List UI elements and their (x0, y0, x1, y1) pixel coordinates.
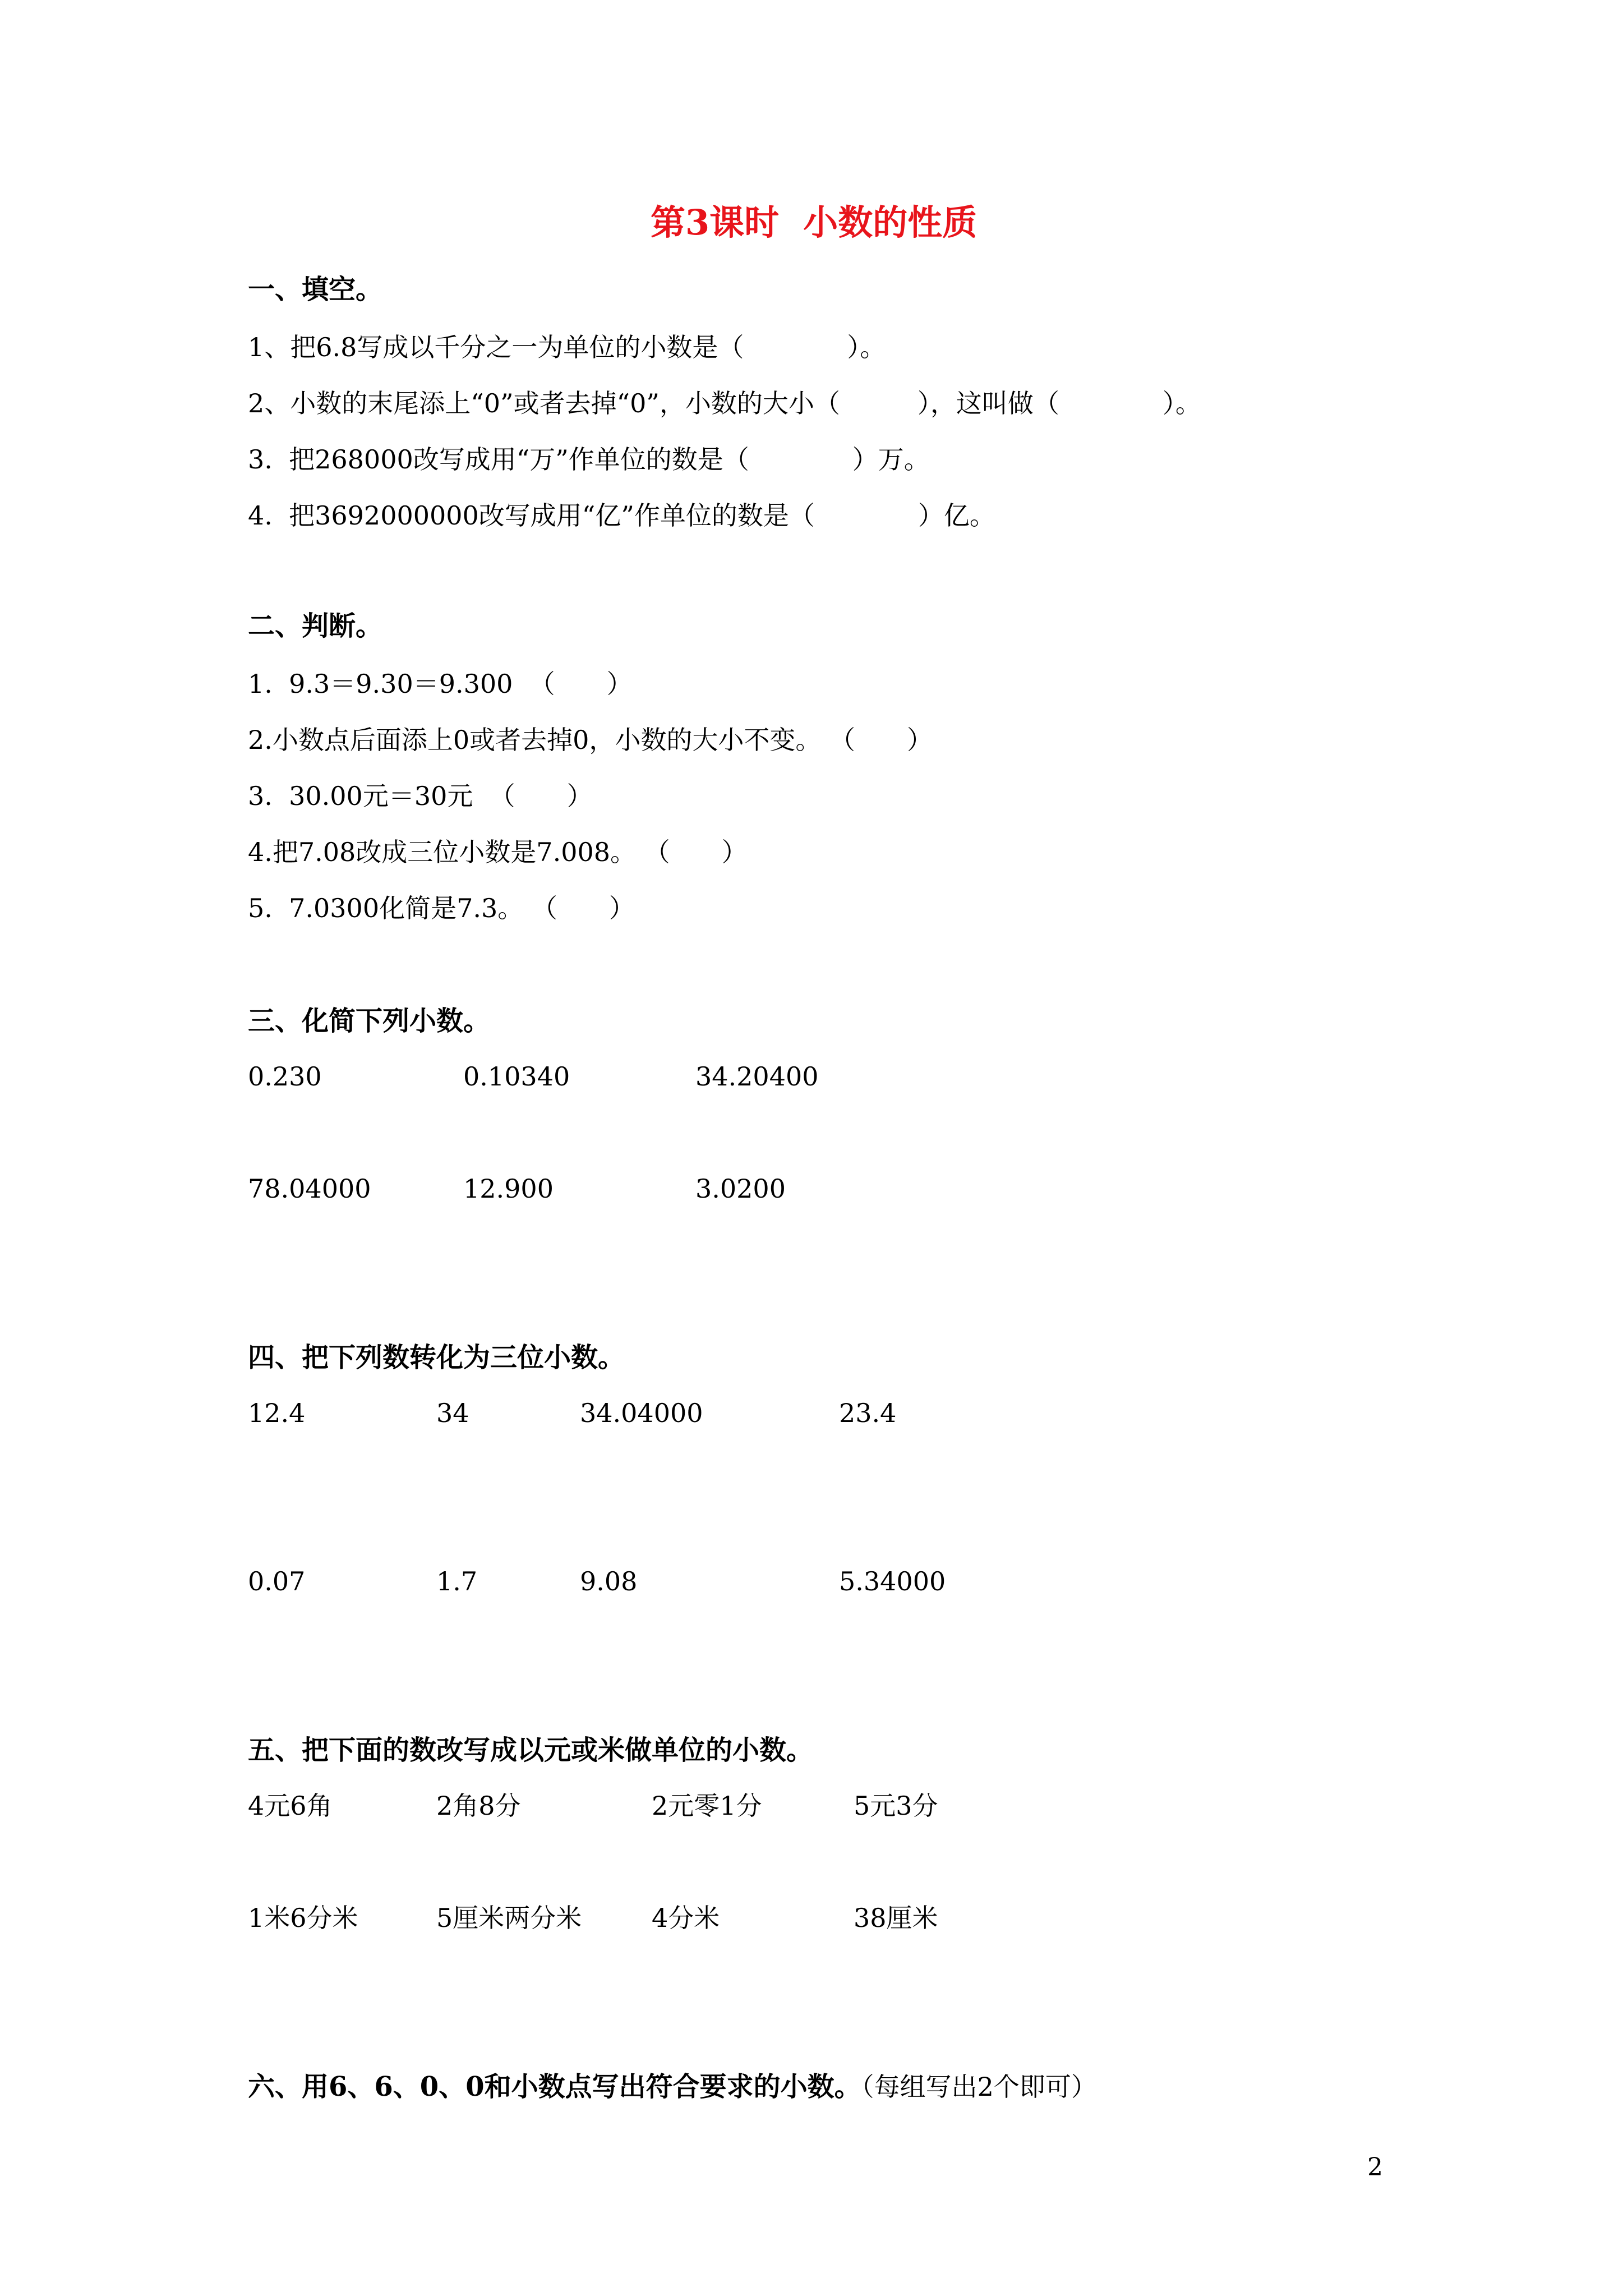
question-1-1: 1、把6.8写成以千分之一为单位的小数是（ ）。 (248, 332, 886, 362)
question-1-2: 2、小数的末尾添上“0”或者去掉“0”，小数的大小（ ），这叫做（ ）。 (248, 388, 1201, 418)
question-2-4: 4.把7.08改成三位小数是7.008。 （ ） (248, 837, 748, 867)
item-4-2: 34 (436, 1398, 469, 1428)
item-3-2: 0.10340 (463, 1061, 570, 1092)
page-title: 第3课时 小数的性质 (651, 202, 978, 243)
item-3-1: 0.230 (248, 1061, 322, 1092)
item-3-6: 3.0200 (695, 1174, 786, 1204)
item-5-4: 5元3分 (854, 1791, 938, 1821)
item-5-3: 2元零1分 (652, 1791, 762, 1821)
section-heading-write-decimals (248, 2073, 1097, 2100)
item-4-7: 9.08 (580, 1566, 638, 1596)
item-3-5: 12.900 (463, 1174, 554, 1204)
section-heading-unit-conversion: 五、把下面的数改写成以元或米做单位的小数。 (248, 1734, 814, 1766)
question-1-4: 4. 把3692000000改写成用“亿”作单位的数是（ ）亿。 (248, 500, 995, 531)
item-4-5: 0.07 (248, 1566, 306, 1596)
question-2-5: 5. 7.0300化简是7.3。 （ ） (248, 893, 635, 923)
question-2-1: 1. 9.3＝9.30＝9.300 （ ） (248, 669, 633, 699)
page-number: 2 (1367, 2153, 1383, 2182)
item-3-4: 78.04000 (248, 1174, 371, 1204)
item-4-8: 5.34000 (839, 1566, 946, 1596)
question-2-2: 2.小数点后面添上0或者去掉0，小数的大小不变。 （ ） (248, 725, 933, 755)
item-3-3: 34.20400 (695, 1061, 819, 1092)
section-heading-true-false: 二、判断。 (248, 610, 383, 642)
item-5-1: 4元6角 (248, 1791, 333, 1821)
item-5-6: 5厘米两分米 (436, 1903, 582, 1933)
item-5-7: 4分米 (652, 1903, 720, 1933)
section-heading-three-decimals: 四、把下列数转化为三位小数。 (248, 1342, 625, 1373)
item-4-6: 1.7 (436, 1566, 478, 1596)
item-4-4: 23.4 (839, 1398, 897, 1428)
section-heading-simplify: 三、化简下列小数。 (248, 1005, 491, 1037)
item-5-8: 38厘米 (854, 1903, 938, 1933)
item-5-2: 2角8分 (436, 1791, 521, 1821)
question-2-3: 3. 30.00元＝30元 （ ） (248, 781, 593, 811)
item-4-3: 34.04000 (580, 1398, 703, 1428)
section-heading-fill-blank: 一、填空。 (248, 274, 383, 305)
section-6-heading-text: 六、用6、6、0、0和小数点写出符合要求的小数。 (248, 2071, 861, 2102)
section-6-note: （每组写出2个即可） (861, 2072, 1097, 2102)
item-5-5: 1米6分米 (248, 1903, 358, 1933)
question-1-3: 3. 把268000改写成用“万”作单位的数是（ ）万。 (248, 444, 930, 475)
item-4-1: 12.4 (248, 1398, 306, 1428)
